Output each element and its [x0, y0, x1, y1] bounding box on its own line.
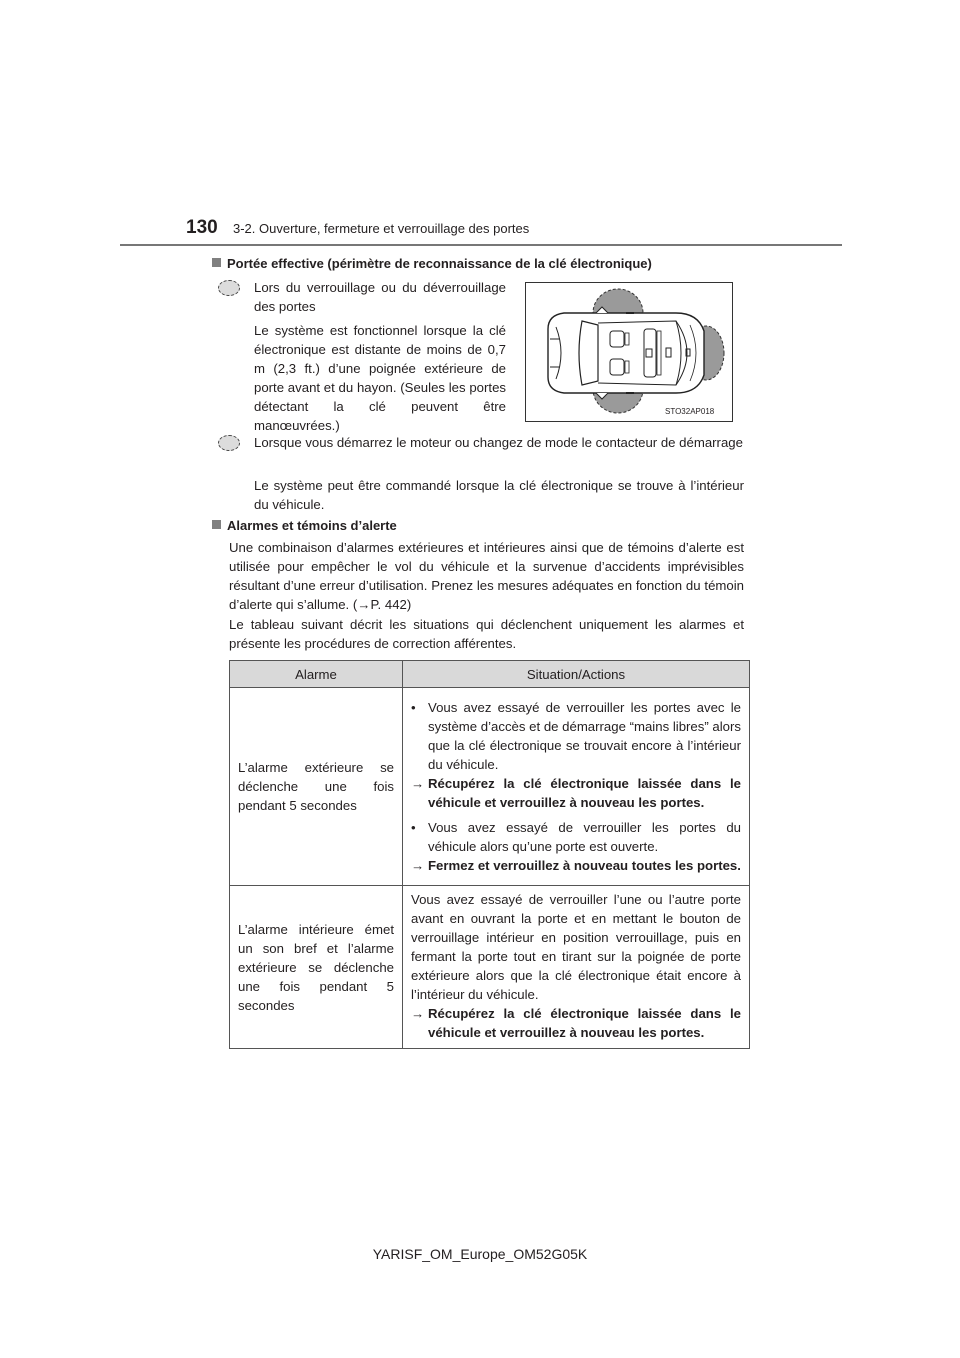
corrective-action: → Récupérez la clé électronique laissée dans le véhicule et verrouillez à nouveau les portes. — [411, 1006, 741, 1040]
section-heading-text: Alarmes et témoins d’alerte — [227, 518, 397, 533]
alarm-table — [229, 660, 750, 1049]
detection-zone-icon — [218, 435, 240, 451]
column-header-alarm: Alarme — [230, 661, 403, 688]
detection-zone-icon — [218, 280, 240, 296]
section-heading-alarms — [212, 518, 397, 533]
item-text-starting: Le système peut être commandé lorsque la clé électronique se trouve à l’intérieur du véhicule. — [254, 478, 744, 512]
arrow-icon: → — [411, 1006, 425, 1021]
car-top-view-illustration — [526, 283, 732, 421]
table-row — [230, 886, 750, 1049]
arrow-icon: → — [411, 776, 425, 791]
item-text-locking: Le système est fonctionnel lorsque la clé électronique est distante de moins de 0,7 m (2,3 ft.) d’une poignée extérieure de porte avant et du hayon. (Seules les portes détectant la clé peuvent être manœuvrées.) — [254, 323, 506, 433]
corrective-action: → Récupérez la clé électronique laissée dans le véhicule et verrouillez à nouveau les portes. — [411, 776, 741, 810]
section-title: 3-2. Ouverture, fermeture et verrouillage des portes — [233, 221, 530, 236]
situation-bullet: • Vous avez essayé de verrouiller les portes avec le système d’accès et de démarrage “mains libres” alors que la clé électronique se trouvait encore à l’intérieur du véhicule. — [411, 700, 741, 772]
item-title-starting: Lorsque vous démarrez le moteur ou changez de mode le contacteur de démarrage — [254, 435, 743, 450]
document-code: YARISF_OM_Europe_OM52G05K — [372, 1246, 588, 1262]
situation-cell — [403, 886, 750, 1049]
table-header-row — [230, 661, 750, 688]
alarm-cell: L’alarme extérieure se déclenche une fois pendant 5 secondes — [230, 688, 403, 886]
square-bullet-icon — [212, 258, 221, 267]
column-header-situation: Situation/Actions — [403, 661, 750, 688]
table-intro-paragraph: Le tableau suivant décrit les situations qui déclenchent uniquement les alarmes et présente les procédures de correction afférentes. — [229, 617, 744, 651]
alarms-intro-paragraph: Une combinaison d’alarmes extérieures et intérieures ainsi que de témoins d’alerte est utilisée pour empêcher le vol du véhicule et la survenue d’accidents imprévisibles résultant d’une erreur d’utilisation. Prenez les mesures adéquates en fonction du témoin d’alerte qui s’allume. (→P. 442) — [229, 540, 744, 612]
header-divider — [120, 244, 842, 246]
range-diagram — [525, 282, 733, 422]
section-heading-text: Portée effective (périmètre de reconnaissance de la clé électronique) — [227, 256, 652, 271]
arrow-icon: → — [411, 858, 425, 873]
square-bullet-icon — [212, 520, 221, 529]
table-row — [230, 688, 750, 886]
alarm-cell: L’alarme intérieure émet un son bref et l’alarme extérieure se déclenche une fois pendant 5 secondes — [230, 886, 403, 1049]
situation-text: Vous avez essayé de verrouiller l’une ou l’autre porte avant en ouvrant la porte et en mettant le bouton de verrouillage intérieur en position verrouillage, puis en fermant la porte tout en tirant sur la poignée de porte extérieure alors que la clé électronique était encore à l’intérieur du véhicule. — [411, 892, 741, 1002]
item-title-locking: Lors du verrouillage ou du déverrouillage des portes — [254, 280, 506, 314]
situation-bullet: • Vous avez essayé de verrouiller les portes du véhicule alors qu’une porte est ouverte. — [411, 820, 741, 854]
section-heading-effective-range — [212, 256, 652, 271]
corrective-action: → Fermez et verrouillez à nouveau toutes les portes. — [411, 858, 741, 873]
page-number: 130 — [186, 217, 218, 238]
diagram-code: STO32AP018 — [665, 407, 715, 416]
situation-cell — [403, 688, 750, 886]
